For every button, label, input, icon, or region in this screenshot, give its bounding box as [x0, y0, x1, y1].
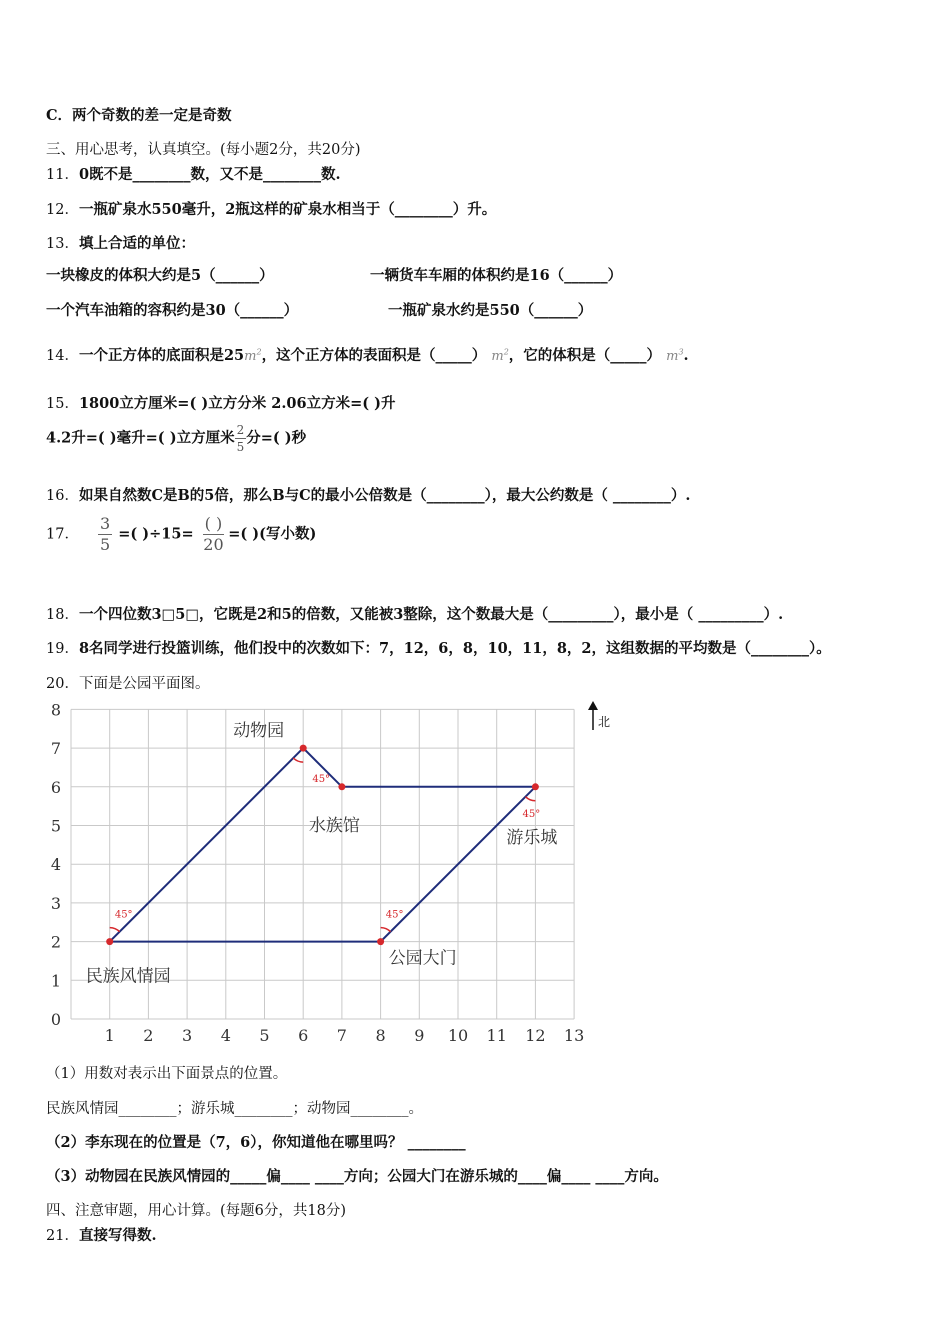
y-tick-label: 0 [50, 1010, 61, 1029]
landmark-label: 民族风情园 [85, 966, 171, 987]
unit-m3: $m^3$ [666, 347, 684, 364]
y-tick-label: 5 [50, 816, 61, 836]
x-tick-label: 12 [525, 1026, 546, 1045]
question-13-a: 一块橡皮的体积大约是5（______） [46, 267, 274, 284]
x-tick-label: 5 [259, 1026, 270, 1045]
y-tick-label: 1 [50, 971, 61, 991]
section-4-header: 四、注意审题，用心计算。(每题6分，共18分) [46, 1203, 346, 1219]
question-20: 20．下面是公园平面图。 [46, 676, 210, 692]
angle-arc-minzu [110, 928, 120, 932]
angle-label: 45° [312, 774, 331, 786]
y-tick-label: 2 [50, 932, 61, 952]
angle-arc-dongwu [293, 758, 303, 762]
question-20-3: （3）动物园在民族风情园的_____偏____ ____方向；公园大门在游乐城的____偏____ ____方向。 [46, 1168, 668, 1185]
question-21: 21．直接写得数. [46, 1227, 157, 1244]
question-20-1-blanks: 民族风情园________；游乐城________；动物园________。 [46, 1101, 423, 1117]
section-3-header: 三、用心思考，认真填空。(每小题2分，共20分) [46, 142, 361, 158]
x-tick-label: 3 [182, 1026, 193, 1045]
angle-label: 45° [522, 808, 541, 820]
x-tick-label: 8 [375, 1026, 386, 1045]
x-tick-label: 1 [104, 1026, 115, 1045]
question-15-b: 4.2升=( )毫升=( )立方厘米 $\frac{2}{5}$ 分=( )秒 [46, 423, 307, 454]
question-13-b: 一辆货车车厢的体积约是16（______） [370, 267, 623, 284]
x-tick-label: 2 [143, 1026, 154, 1045]
fraction-2-5: $\frac{2}{5}$ [236, 423, 245, 454]
angle-arc-gate [381, 928, 391, 932]
angle-arc-youle [526, 797, 536, 801]
angle-label: 45° [385, 909, 404, 921]
question-12: 12．一瓶矿泉水550毫升，2瓶这样的矿泉水相当于（________）升。 [46, 201, 497, 218]
y-tick-label: 7 [50, 739, 61, 759]
question-20-2: （2）李东现在的位置是（7，6），你知道他在哪里吗？ ________ [46, 1134, 466, 1151]
option-c: C．两个奇数的差一定是奇数 [46, 107, 232, 124]
question-18: 18．一个四位数3□5□，它既是2和5的倍数，又能被3整除，这个数最大是（_________），最小是（ _________）. [46, 606, 784, 623]
question-15: 15．1800立方厘米=( )立方分米 2.06立方米=( )升 [46, 395, 396, 412]
x-tick-label: 10 [447, 1026, 469, 1045]
fraction-blank-20: $\frac{( )}{20}$ [203, 514, 224, 554]
x-tick-label: 9 [414, 1026, 425, 1045]
landmark-point [338, 783, 345, 790]
landmark-point [106, 938, 113, 945]
question-17: 17． $\frac{3}{5}$ =( )÷15= $\frac{( )}{20}$ =( )(写小数) [46, 514, 317, 554]
fraction-3-5: $\frac{3}{5}$ [100, 514, 111, 554]
park-map-chart [40, 700, 640, 1055]
question-13-c: 一个汽车油箱的容积约是30（______） [46, 302, 299, 319]
question-16: 16．如果自然数C是B的5倍，那么B与C的最小公倍数是（________），最大公约数是（ ________）. [46, 487, 691, 504]
y-tick-label: 6 [50, 777, 61, 797]
x-tick-label: 6 [298, 1026, 309, 1045]
unit-m2: $m^2$ [491, 347, 509, 364]
question-19: 19．8名同学进行投篮训练，他们投中的次数如下：7，12，6，8，10，11，8，2，这组数据的平均数是（________）。 [46, 640, 831, 657]
landmark-point [300, 745, 307, 752]
north-label: 北 [598, 715, 611, 729]
y-tick-label: 4 [50, 855, 61, 875]
question-14: 14．一个正方体的底面积是$25m^2$，这个正方体的表面积是（_____） $m^2$，它的体积是（_____） $m^3$. [46, 347, 689, 364]
question-13: 13．填上合适的单位： [46, 235, 195, 252]
question-11: 11．0既不是________数，又不是________数. [46, 166, 341, 183]
angle-label: 45° [114, 909, 133, 921]
x-tick-label: 7 [336, 1026, 347, 1045]
landmarks [86, 721, 558, 987]
landmark-label: 公园大门 [388, 948, 457, 969]
question-20-1: （1）用数对表示出下面景点的位置。 [46, 1066, 288, 1082]
route [110, 748, 541, 942]
landmark-label: 游乐城 [506, 827, 558, 848]
y-tick-label: 8 [50, 700, 61, 720]
landmark-point [532, 783, 539, 790]
north-arrow-head [588, 701, 598, 710]
landmark-point [377, 938, 384, 945]
x-tick-label: 4 [220, 1026, 231, 1045]
landmark-label: 水族馆 [308, 815, 360, 836]
axis-ticks [51, 700, 584, 1045]
landmark-label: 动物园 [233, 721, 285, 742]
north-arrow [588, 701, 610, 730]
unit-m2: $m^2$ [244, 347, 262, 364]
x-tick-label: 13 [563, 1026, 585, 1045]
x-tick-label: 11 [486, 1026, 507, 1045]
question-13-d: 一瓶矿泉水约是550（______） [388, 302, 593, 319]
y-tick-label: 3 [50, 893, 61, 913]
